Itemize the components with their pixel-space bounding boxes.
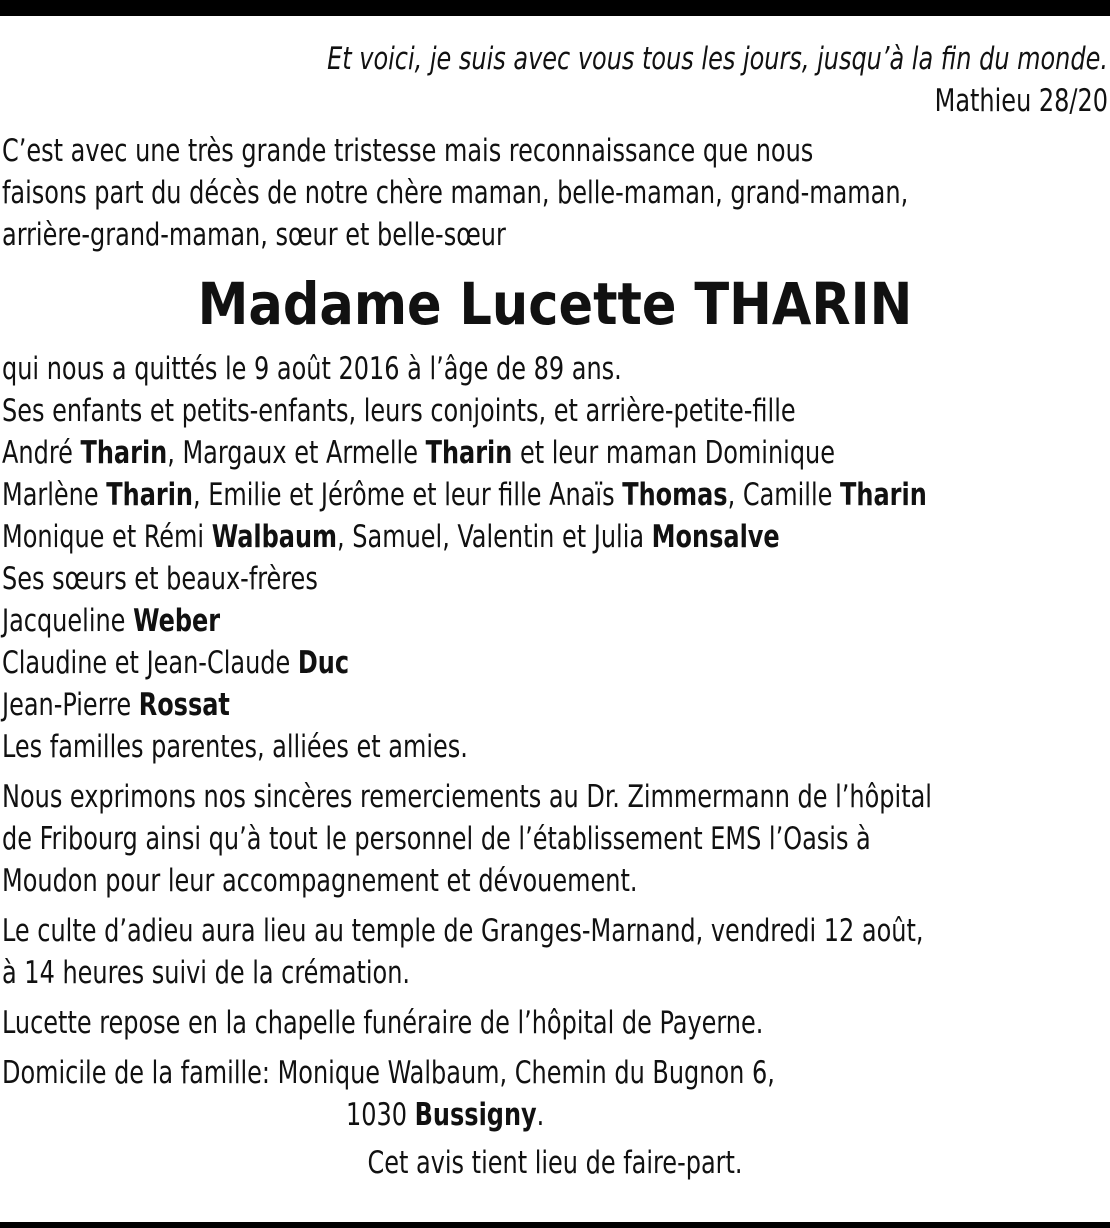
domicile-address: 1030 Bussigny.	[346, 1097, 545, 1133]
siblings-heading: Ses sœurs et beaux-frères	[2, 561, 318, 597]
sibling-line: Jean-Pierre Rossat	[2, 687, 230, 723]
death-date-line: qui nous a quittés le 9 août 2016 à l’âge de 89 ans.	[2, 351, 622, 387]
children-heading: Ses enfants et petits-enfants, leurs conjoints, et arrière-petite-fille	[2, 393, 796, 429]
family-line: Monique et Rémi Walbaum, Samuel, Valentin et Julia Monsalve	[2, 519, 780, 555]
intro-line: faisons part du décès de notre chère maman, belle-maman, grand-maman,	[2, 175, 909, 211]
thanks-line: de Fribourg ainsi qu’à tout le personnel de l’établissement EMS l’Oasis à	[2, 821, 871, 857]
service-paragraph	[2, 910, 1108, 994]
deceased-name: Madame Lucette THARIN	[197, 270, 913, 338]
thanks-line: Nous exprimons nos sincères remerciements au Dr. Zimmermann de l’hôpital	[2, 779, 932, 815]
intro-line: C’est avec une très grande tristesse mais reconnaissance que nous	[2, 133, 814, 169]
obituary-notice	[2, 38, 1108, 1184]
thanks-paragraph	[2, 776, 1108, 902]
rest-line: Lucette repose en la chapelle funéraire de l’hôpital de Payerne.	[2, 1005, 764, 1041]
sibling-line: Claudine et Jean-Claude Duc	[2, 645, 350, 681]
family-line: André Tharin, Margaux et Armelle Tharin et leur maman Dominique	[2, 435, 836, 471]
service-line: à 14 heures suivi de la crémation.	[2, 955, 411, 991]
bible-reference: Mathieu 28/20	[934, 83, 1108, 119]
domicile-line: Domicile de la famille: Monique Walbaum, Chemin du Bugnon 6,	[2, 1055, 775, 1091]
family-line: Marlène Tharin, Emilie et Jérôme et leur fille Anaïs Thomas, Camille Tharin	[2, 477, 927, 513]
notice-line: Cet avis tient lieu de faire-part.	[367, 1145, 743, 1181]
families-line: Les familles parentes, alliées et amies.	[2, 729, 468, 765]
bottom-rule	[0, 1222, 1110, 1228]
intro-paragraph	[2, 130, 1108, 256]
thanks-line: Moudon pour leur accompagnement et dévouement.	[2, 863, 638, 899]
bible-quote: Et voici, je suis avec vous tous les jours, jusqu’à la fin du monde.	[327, 41, 1108, 77]
service-line: Le culte d’adieu aura lieu au temple de Granges-Marnand, vendredi 12 août,	[2, 913, 924, 949]
sibling-line: Jacqueline Weber	[2, 603, 221, 639]
top-rule	[0, 0, 1110, 16]
domicile-block	[2, 1052, 1108, 1136]
intro-line: arrière-grand-maman, sœur et belle-sœur	[2, 217, 506, 253]
